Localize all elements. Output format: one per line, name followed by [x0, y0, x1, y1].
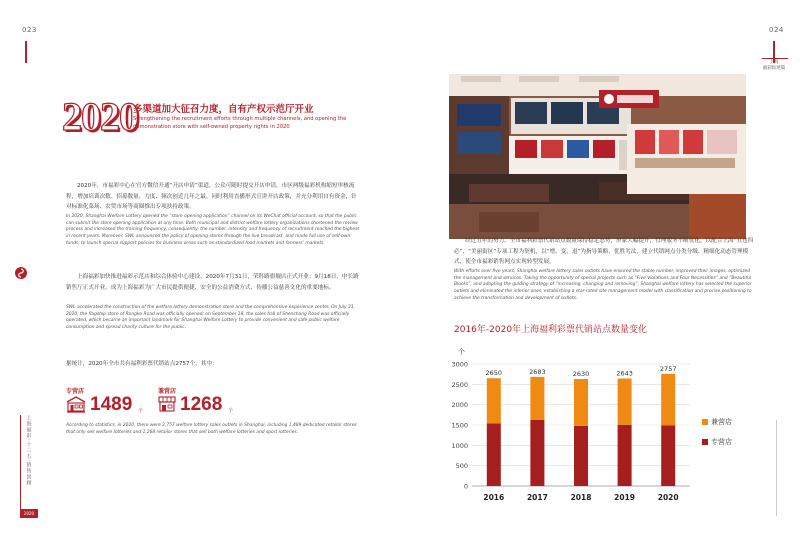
corner-divider-top: [762, 58, 788, 59]
swirl-ornament-icon: [14, 266, 28, 280]
bar-segment-shared: [618, 379, 632, 425]
dedicated-store-count: 1489: [90, 394, 133, 415]
x-tick-label: 2019: [614, 493, 636, 502]
shared-store-unit: 个: [228, 408, 234, 414]
paragraph-1-cn: 2020年，市福彩中心在官方微信开通“开店申请”渠道，公众可随时提交开店申请，市区两级福彩机构缩短审核流程，增加培训次数、招募数量、力度、频次创近几年之最。同时利用直播形式宣讲开店政策，并充分利用自有资金，针对标准化菜场、农贸市场等商圈推出专项扶持政策。: [66, 183, 357, 210]
shared-store-label: 兼营店: [158, 388, 177, 395]
y-axis-unit-label: 个: [458, 348, 465, 356]
x-tick-label: 2020: [657, 493, 679, 502]
bar-segment-dedicated: [661, 425, 675, 486]
store-interior-photo: [449, 74, 746, 239]
dedicated-store-unit: 个: [138, 408, 144, 414]
corner-label-city: 上海: [769, 60, 779, 65]
bar-segment-shared: [487, 378, 501, 423]
paragraph-4-cn: 经过五年的努力，全市福利彩票代销站点数量保持稳定态势，形象大幅提升，管理服务不断优化，以配合上海“五违四必”、“美丽街区”专项工程为契机，以“增、变、退”为指导策略，优胜劣汰，建立代销网点分类分级、精细化动态管理模式，使全市福彩销售网点实现转型发展。: [454, 238, 754, 265]
y-tick-label: 500: [455, 462, 468, 471]
bar-total-label: 2757: [659, 364, 677, 373]
shop-awning-icon: [158, 396, 176, 413]
y-tick-label: 2000: [451, 401, 468, 410]
side-label: [20, 415, 38, 515]
paragraph-2-cn: 上海福彩加快推进福彩示范店和综合体验中心建设。2020年7月31日，荣科路旗舰店正式开业；9月18日，申长路销售厅正式开业，成为上海福彩为广大市民提供便捷、安全的公益消费方式、传播公益慈善文化的重要地标。: [66, 274, 359, 291]
x-tick-label: 2016: [483, 493, 505, 502]
page-marker-left: [25, 41, 27, 63]
bar-total-label: 2630: [572, 370, 590, 379]
bar-total-label: 2683: [529, 367, 546, 376]
legend-swatch: [702, 419, 708, 425]
y-tick-label: 1500: [451, 421, 468, 430]
y-tick-label: 1000: [451, 441, 468, 450]
x-tick-label: 2018: [570, 493, 592, 502]
paragraph-4-en: With efforts over five years, Shanghai welfare lottery sales outlets have ensured the stable number, improved their images, optimized the management and services. Taking the opportunity of special projects such as “Five Violations and Four Necessities” and “Beautiful Blocks”, and adopting the guiding strategy of “increasing, changing and removing”, Shanghai welfare lottery has selected the superior outlets and eliminated the inferior ones, establishing a star-rated site management model with classification and precise positioning to achieve the transformation and development of outlets.: [454, 269, 752, 301]
paragraph-3-cn: 据统计，2020年全市共有福利彩票代销站点2757个，其中：: [66, 361, 218, 367]
bar-segment-shared: [574, 379, 588, 426]
side-tab: 2020: [20, 509, 38, 518]
paragraph-2-en: SWL accelerated the construction of the welfare lottery demonstration store and the comprehensive experience center. On July 31, 2020, the flagship store of Rongke Road was officially opened; on September 18, the sales hall of Shenchang Road was officially operated, which became an important landmark for Shanghai Welfare Lottery to provide convenient and safe public welfare consumption and spread charity culture for the public.: [66, 305, 356, 331]
bar-segment-dedicated: [574, 426, 588, 486]
legend-label: 专营店: [711, 438, 732, 446]
right-divider: [776, 420, 777, 516]
bar-total-label: 2643: [616, 369, 633, 378]
y-tick-label: 3000: [451, 360, 468, 369]
y-tick-label: 2500: [451, 380, 468, 389]
bar-segment-shared: [661, 374, 675, 426]
chart-title: 2016年-2020年上海福利彩票代销站点数量变化: [454, 325, 648, 335]
outlet-count-chart: [440, 340, 770, 512]
legend-swatch: [702, 439, 708, 445]
bar-segment-shared: [530, 377, 544, 420]
paragraph-3-en: According to statistics, in 2020, there were 2,757 welfare lottery sales outlets in Shanghai, including 1,489 dedicated retailor stores that only sell welfare lotteries and 1,268 retailor stores that sell both welfare lotteries and sport lotteries.: [66, 423, 357, 435]
paragraph-1-en: In 2020, Shanghai Welfare Lottery opened the “store opening application” channel on its WeChat official account, so that the public can submit the store opening application at any time. Both municipal and district welfare lottery organizations shortened the review process and increased the training frequency, consequently, the number, intensity and frequency of recruitment reached the highest in recent years. Moreover, SWL announced the policy of opening stores through the live broadcast, and made full use of self-own funds, to launch special support policies for business areas such as standardized food markets and farmers’ markets.: [66, 214, 360, 246]
store-building-icon: [66, 396, 86, 413]
corner-label-section: 福彩综述篇: [762, 66, 786, 71]
bar-segment-dedicated: [618, 425, 632, 486]
legend-label: 兼营店: [711, 418, 732, 426]
y-tick-label: 0: [463, 482, 468, 491]
page-number-right: 024: [769, 26, 784, 34]
bar-segment-dedicated: [530, 420, 544, 486]
section-headline-en: Strengthening the recruitment efforts through multiple channels, and opening the demonstration store with self-owned property rights in 2020: [133, 116, 347, 130]
shared-store-count: 1268: [180, 394, 223, 415]
section-year: 2020: [62, 94, 138, 139]
page-number-left: 023: [22, 26, 37, 34]
bar-segment-dedicated: [487, 423, 501, 486]
section-headline-cn: 多渠道加大征召力度，自有产权示范厅开业: [133, 104, 314, 115]
bar-total-label: 2650: [485, 369, 503, 378]
side-label-text: 上海福彩·十三五·销售回顾: [25, 415, 32, 487]
x-tick-label: 2017: [526, 493, 548, 502]
dedicated-store-label: 专营店: [66, 388, 85, 395]
